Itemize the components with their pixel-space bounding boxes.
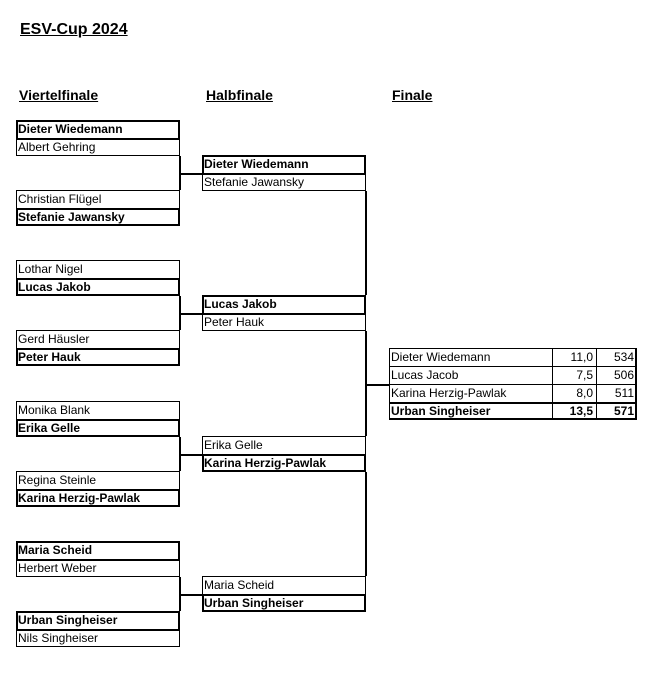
bracket-line (16, 541, 18, 559)
bracket-line (202, 313, 203, 331)
bracket-line (16, 646, 180, 647)
bracket-line (179, 559, 180, 577)
bracket-line (365, 173, 366, 191)
bracket-line (179, 629, 180, 647)
final-player-score: 8,0 (576, 386, 593, 400)
qf-match-2-bottom: Stefanie Jawansky (18, 210, 125, 224)
bracket-line (16, 489, 180, 491)
bracket-line (16, 138, 17, 156)
final-connector-horizontal (365, 384, 389, 386)
bracket-line (202, 295, 366, 297)
final-player-score: 7,5 (576, 368, 593, 382)
bracket-line (16, 208, 180, 210)
qf-match-4-bottom: Peter Hauk (18, 350, 81, 364)
bracket-line (178, 120, 180, 138)
round-heading-final: Finale (392, 87, 433, 103)
qf-match-7-bottom: Herbert Weber (18, 561, 97, 575)
bracket-line (202, 330, 366, 331)
bracket-line (179, 471, 180, 489)
sf-match-4-bottom: Urban Singheiser (204, 596, 304, 610)
bracket-line (179, 260, 180, 278)
qf-match-1-top: Dieter Wiedemann (18, 122, 123, 136)
bracket-line (179, 190, 180, 208)
bracket-line (364, 594, 366, 612)
bracket-line (16, 120, 180, 122)
bracket-line (16, 419, 18, 437)
bracket-line (16, 419, 180, 421)
sf-match-1-top: Dieter Wiedemann (204, 157, 309, 171)
qf-match-4-top: Gerd Häusler (18, 332, 90, 346)
sf-match-2-bottom: Peter Hauk (204, 315, 265, 329)
bracket-line (179, 138, 180, 156)
bracket-line (202, 173, 203, 191)
bracket-line (16, 541, 180, 543)
bracket-line (16, 489, 18, 507)
bracket-line (16, 435, 180, 437)
qf-connector-horizontal (179, 173, 202, 175)
bracket-line (179, 401, 180, 419)
final-player-points: 511 (614, 386, 634, 400)
bracket-line (16, 471, 180, 472)
bracket-line (16, 629, 180, 631)
bracket-line (202, 155, 204, 173)
final-player-name: Dieter Wiedemann (391, 350, 491, 364)
bracket-line (178, 489, 180, 507)
bracket-line (16, 278, 180, 280)
bracket-line (16, 364, 180, 366)
qf-match-5-bottom: Erika Gelle (18, 421, 81, 435)
bracket-line (16, 190, 180, 191)
bracket-line (178, 419, 180, 437)
bracket-line (178, 541, 180, 559)
bracket-line (202, 313, 366, 315)
final-player-score: 11,0 (570, 350, 593, 364)
bracket-line (16, 138, 180, 140)
bracket-line (202, 436, 366, 437)
bracket-line (16, 559, 180, 561)
bracket-line (16, 260, 17, 278)
bracket-line (364, 454, 366, 472)
bracket-line (202, 576, 366, 577)
bracket-line (16, 348, 18, 366)
bracket-line (178, 278, 180, 296)
round-heading-quarterfinal: Viertelfinale (19, 87, 99, 103)
bracket-line (364, 155, 366, 173)
sf-match-3-bottom: Karina Herzig-Pawlak (204, 456, 327, 470)
bracket-line (16, 224, 180, 226)
final-table-border (635, 348, 637, 420)
bracket-line (202, 594, 366, 596)
final-row-border (389, 348, 637, 349)
bracket-line (202, 436, 203, 454)
bracket-line (202, 295, 204, 313)
qf-match-6-top: Regina Steinle (18, 473, 97, 487)
bracket-line (202, 594, 204, 612)
qf-match-2-top: Christian Flügel (18, 192, 102, 206)
bracket-line (365, 436, 366, 454)
bracket-line (16, 576, 180, 577)
bracket-line (365, 313, 366, 331)
bracket-line (16, 260, 180, 261)
bracket-line (16, 611, 18, 629)
bracket-line (16, 330, 17, 348)
final-table-border (389, 348, 390, 420)
final-player-score: 13,5 (569, 404, 593, 418)
bracket-line (16, 401, 180, 402)
bracket-line (202, 155, 366, 157)
sf-match-1-bottom: Stefanie Jawansky (204, 175, 305, 189)
bracket-line (16, 629, 17, 647)
bracket-line (202, 190, 366, 191)
bracket-line (16, 278, 18, 296)
bracket-line (16, 294, 180, 296)
final-player-name: Karina Herzig-Pawlak (391, 386, 507, 400)
final-table-border (552, 348, 553, 420)
bracket-line (16, 348, 180, 350)
qf-connector-horizontal (179, 313, 202, 315)
bracket-line (16, 120, 18, 138)
bracket-line (16, 505, 180, 507)
qf-match-3-bottom: Lucas Jakob (18, 280, 91, 294)
bracket-line (202, 454, 204, 472)
final-table-border (596, 348, 597, 420)
bracket-line (202, 470, 366, 472)
bracket-line (16, 190, 17, 208)
final-player-name: Lucas Jacob (391, 368, 459, 382)
bracket-line (179, 330, 180, 348)
qf-match-8-bottom: Nils Singheiser (18, 631, 99, 645)
bracket-line (16, 401, 17, 419)
bracket-line (178, 611, 180, 629)
final-table-border (389, 418, 637, 420)
bracket-line (178, 208, 180, 226)
bracket-line (202, 576, 203, 594)
bracket-line (16, 330, 180, 331)
page-title: ESV-Cup 2024 (20, 21, 128, 38)
bracket-line (365, 576, 366, 594)
final-row-border (389, 384, 637, 385)
bracket-line (16, 155, 180, 156)
qf-match-7-top: Maria Scheid (18, 543, 93, 557)
sf-match-3-top: Erika Gelle (204, 438, 263, 452)
bracket-line (16, 611, 180, 613)
bracket-line (16, 208, 18, 226)
sf-match-2-top: Lucas Jakob (204, 297, 277, 311)
qf-match-1-bottom: Albert Gehring (18, 140, 96, 154)
sf-connector-vertical (365, 472, 367, 576)
qf-match-6-bottom: Karina Herzig-Pawlak (18, 491, 141, 505)
qf-match-8-top: Urban Singheiser (18, 613, 118, 627)
qf-match-3-top: Lothar Nigel (18, 262, 83, 276)
qf-connector-horizontal (179, 454, 202, 456)
bracket-line (178, 348, 180, 366)
bracket-line (16, 471, 17, 489)
round-heading-semifinal: Halbfinale (206, 87, 273, 103)
final-player-points: 571 (613, 404, 634, 418)
bracket-line (202, 173, 366, 175)
bracket-line (364, 295, 366, 313)
sf-match-4-top: Maria Scheid (204, 578, 275, 592)
bracket-line (202, 610, 366, 612)
final-winner-border (389, 402, 637, 404)
final-player-points: 534 (613, 350, 634, 364)
final-row-border (389, 366, 637, 367)
final-player-name: Urban Singheiser (391, 404, 491, 418)
qf-connector-horizontal (179, 594, 202, 596)
bracket-line (202, 454, 366, 456)
bracket-line (16, 559, 17, 577)
qf-match-5-top: Monika Blank (18, 403, 91, 417)
final-player-points: 506 (613, 368, 634, 382)
sf-connector-vertical (365, 191, 367, 295)
